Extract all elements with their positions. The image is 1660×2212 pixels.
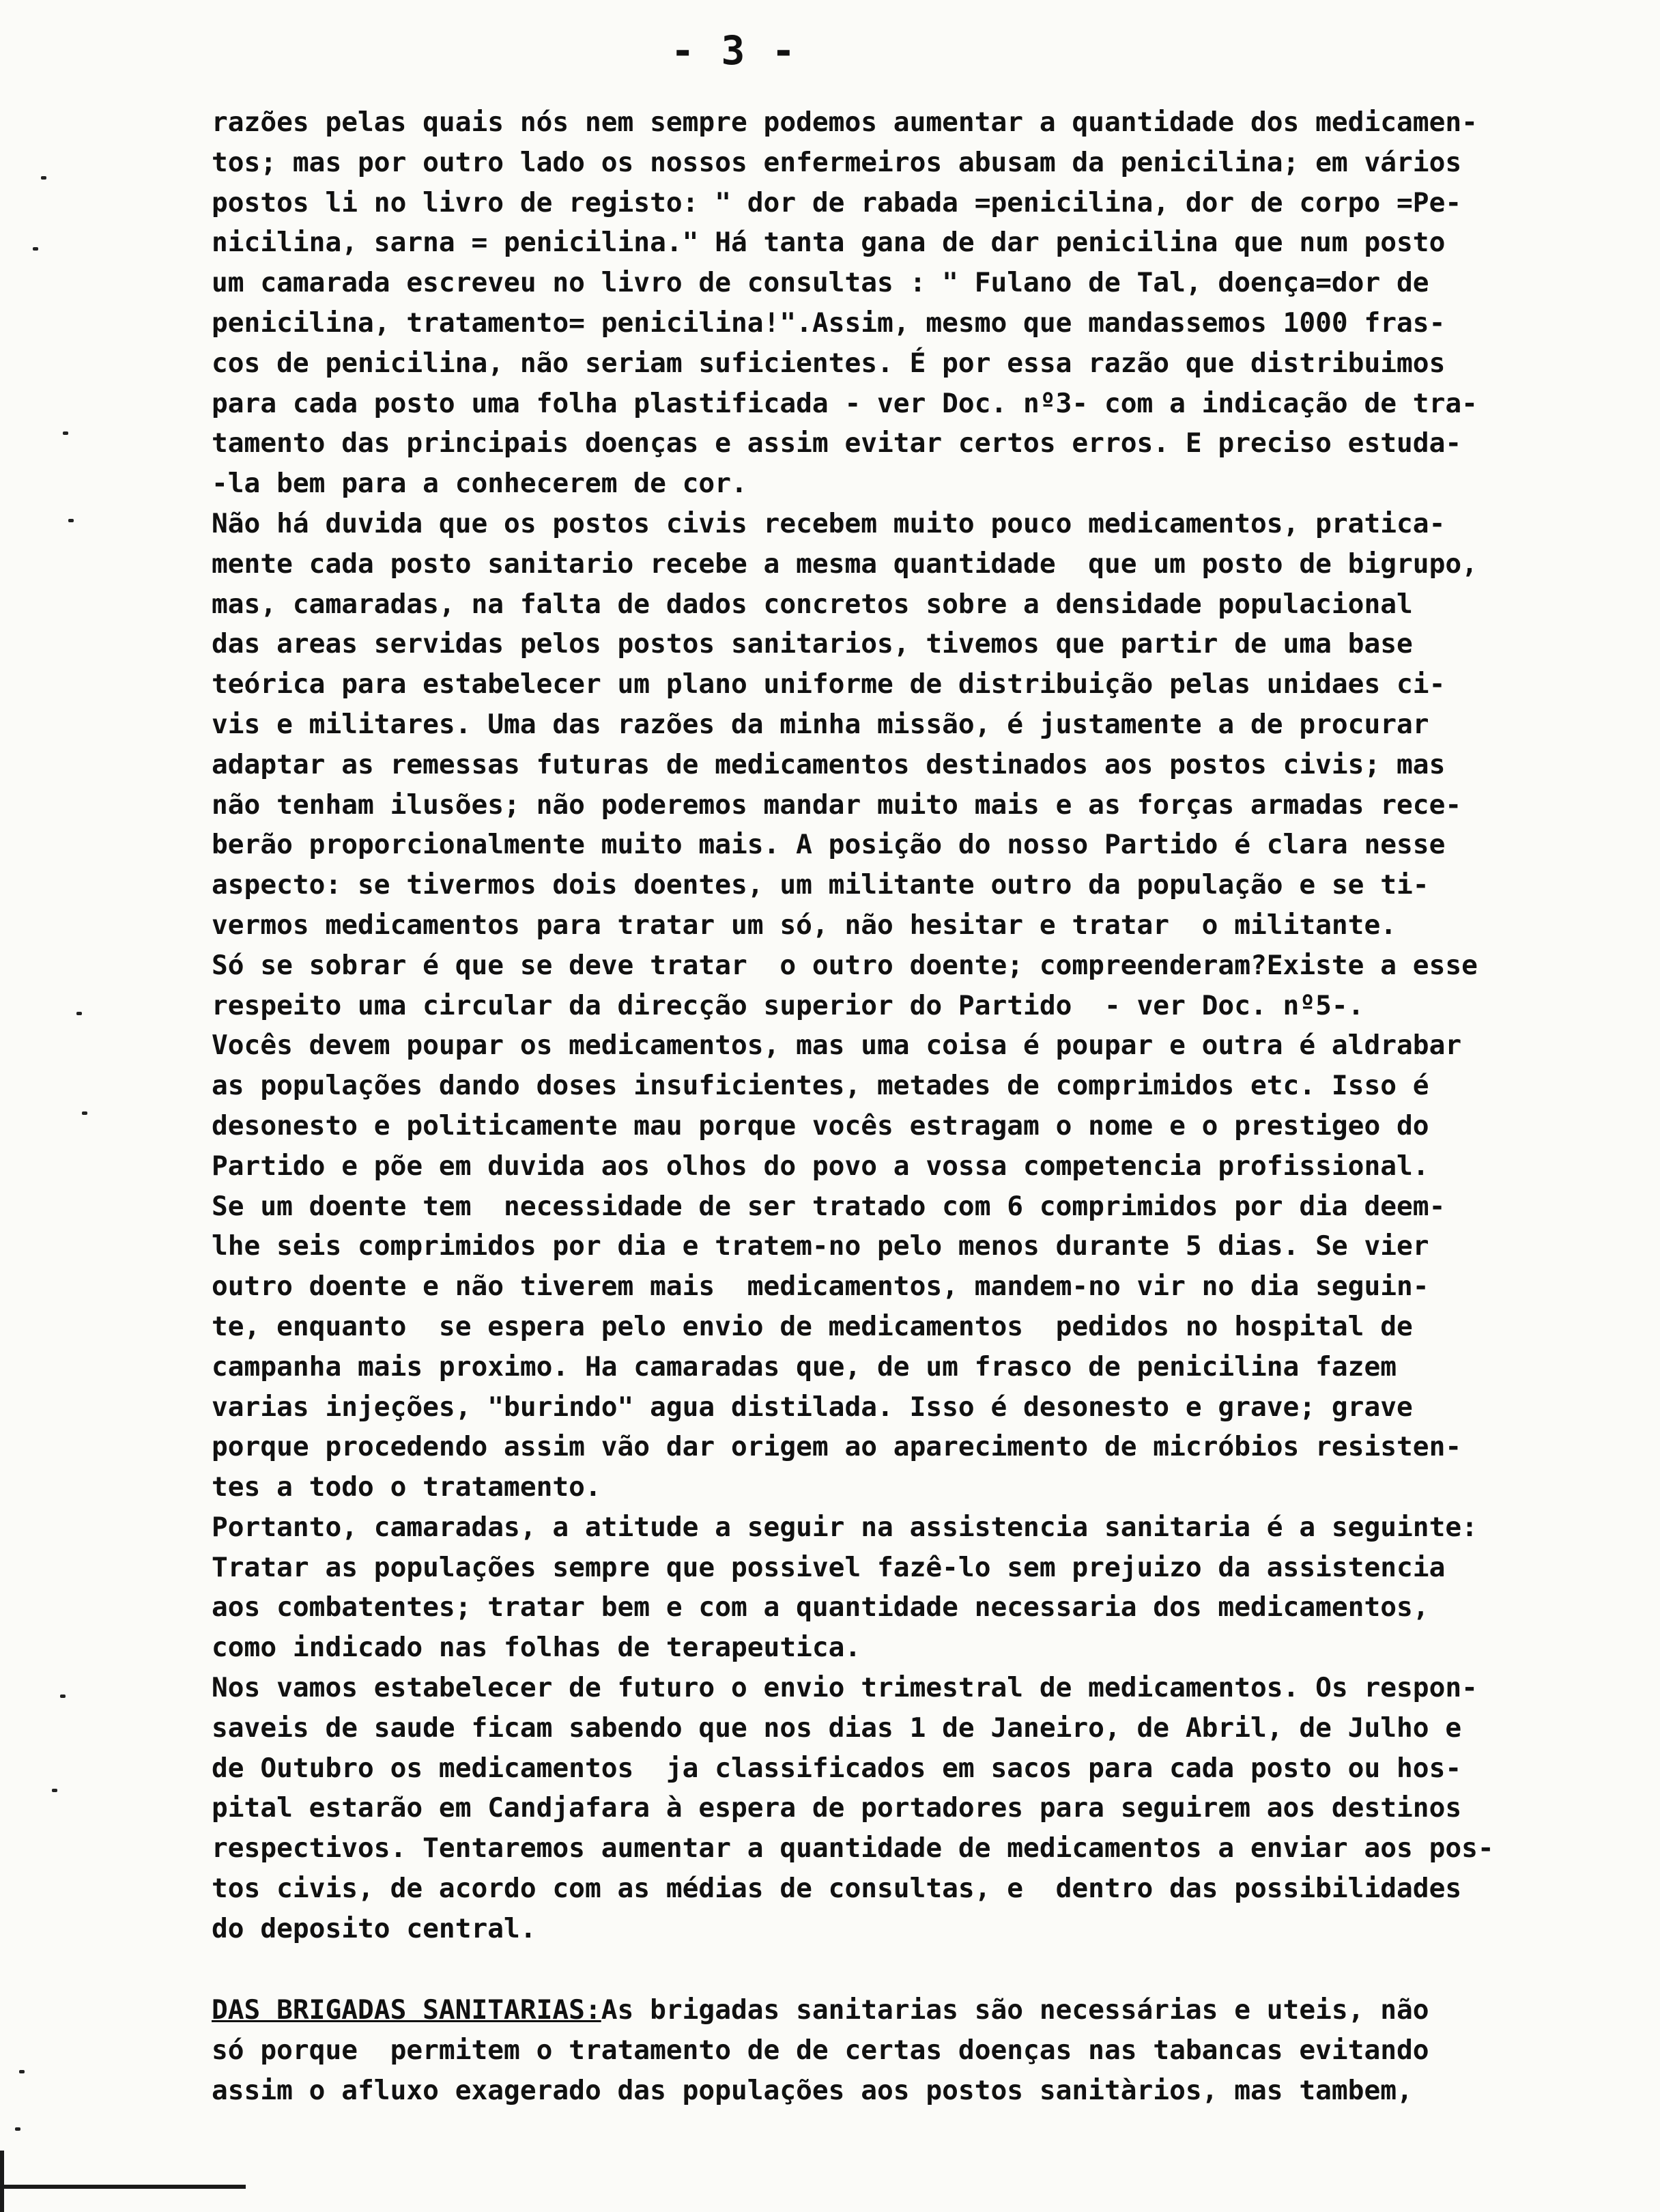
section-first-line — [212, 1990, 1604, 2030]
margin-speck — [19, 2070, 25, 2073]
margin-speck — [68, 519, 74, 522]
paragraph-line: porque procedendo assim vão dar origem ao aparecimento de micróbios resisten- — [212, 1431, 1462, 1463]
paragraph-line: para cada posto uma folha plastificada - ver Doc. nº3- com a indicação de tra- — [212, 387, 1478, 419]
paragraph-line: das areas servidas pelos postos sanitarios, tivemos que partir de uma base — [212, 628, 1413, 660]
margin-speck — [76, 1012, 82, 1015]
paragraph-line: varias injeções, "burindo" agua distilada. Isso é desonesto e grave; grave — [212, 1391, 1413, 1423]
paragraph-line: Nos vamos estabelecer de futuro o envio trimestral de medicamentos. Os respon- — [212, 1672, 1478, 1704]
paragraph-line: berão proporcionalmente muito mais. A posição do nosso Partido é clara nesse — [212, 829, 1446, 861]
paragraph-line: de Outubro os medicamentos ja classificados em sacos para cada posto ou hos- — [212, 1752, 1462, 1784]
section-heading: DAS BRIGADAS SANITARIAS: — [212, 1994, 601, 2026]
paragraph-line: adaptar as remessas futuras de medicamentos destinados aos postos civis; mas — [212, 748, 1446, 780]
paragraph-line: vermos medicamentos para tratar um só, não hesitar e tratar o militante. — [212, 909, 1397, 941]
section-first-line-text: As brigadas sanitarias são necessárias e uteis, não — [601, 1994, 1429, 2026]
paragraph-line: -la bem para a conhecerem de cor. — [212, 468, 747, 500]
section-line: assim o afluxo exagerado das populações aos postos sanitàrios, mas tambem, — [212, 2074, 1413, 2106]
margin-speck — [60, 1695, 66, 1698]
paragraph-line: mas, camaradas, na falta de dados concretos sobre a densidade populacional — [212, 588, 1413, 620]
margin-speck — [63, 431, 68, 435]
paragraph-line: pital estarão em Candjafara à espera de portadores para seguirem aos destinos — [212, 1792, 1462, 1824]
paragraph-line: vis e militares. Uma das razões da minha missão, é justamente a de procurar — [212, 708, 1429, 740]
paragraph-line: saveis de saude ficam sabendo que nos dias 1 de Janeiro, de Abril, de Julho e — [212, 1712, 1462, 1744]
paragraph-line: Não há duvida que os postos civis recebem muito pouco medicamentos, pratica- — [212, 507, 1446, 539]
margin-speck — [52, 1789, 57, 1792]
paragraph-line: razões pelas quais nós nem sempre podemos aumentar a quantidade dos medicamen- — [212, 107, 1478, 138]
paragraph-line: do deposito central. — [212, 1912, 536, 1944]
paragraph-line: Portanto, camaradas, a atitude a seguir na assistencia sanitaria é a seguinte: — [212, 1511, 1478, 1543]
paragraph-line: te, enquanto se espera pelo envio de medicamentos pedidos no hospital de — [212, 1310, 1413, 1342]
paragraph-line: aspecto: se tivermos dois doentes, um militante outro da população e se ti- — [212, 869, 1429, 901]
paragraph-line: campanha mais proximo. Ha camaradas que, de um frasco de penicilina fazem — [212, 1350, 1397, 1382]
paragraph-line: um camarada escreveu no livro de consultas : " Fulano de Tal, doença=dor de — [212, 267, 1429, 299]
scan-edge — [0, 2151, 4, 2212]
paragraph-line: aos combatentes; tratar bem e com a quantidade necessaria dos medicamentos, — [212, 1591, 1429, 1623]
paragraph-line: Se um doente tem necessidade de ser tratado com 6 comprimidos por dia deem- — [212, 1190, 1446, 1222]
margin-speck — [33, 247, 38, 251]
paragraph-line: como indicado nas folhas de terapeutica. — [212, 1632, 861, 1664]
margin-speck — [82, 1111, 87, 1115]
paragraph-line: Só se sobrar é que se deve tratar o outro doente; compreenderam?Existe a esse — [212, 949, 1478, 981]
section-brigadas — [212, 1990, 1604, 2110]
paragraph-line: tamento das principais doenças e assim evitar certos erros. E preciso estuda- — [212, 427, 1462, 459]
paragraph-line: nicilina, sarna = penicilina." Há tanta gana de dar penicilina que num posto — [212, 227, 1446, 259]
paragraph-line: Tratar as populações sempre que possivel fazê-lo sem prejuizo da assistencia — [212, 1551, 1446, 1583]
paragraph-line: penicilina, tratamento= penicilina!".Assim, mesmo que mandassemos 1000 fras- — [212, 307, 1446, 339]
paragraph-line: teórica para estabelecer um plano uniforme de distribuição pelas unidaes ci- — [212, 668, 1446, 700]
margin-speck — [15, 2127, 20, 2131]
paragraph-line: desonesto e politicamente mau porque vocês estragam o nome e o prestigeo do — [212, 1109, 1429, 1142]
paragraph-line: respectivos. Tentaremos aumentar a quantidade de medicamentos a enviar aos pos- — [212, 1832, 1494, 1864]
paragraph-line: tos; mas por outro lado os nossos enfermeiros abusam da penicilina; em vários — [212, 146, 1462, 178]
paragraph-line: mente cada posto sanitario recebe a mesma quantidade que um posto de bigrupo, — [212, 548, 1478, 580]
section-line: só porque permitem o tratamento de de certas doenças nas tabancas evitando — [212, 2034, 1429, 2066]
paragraph-line: tes a todo o tratamento. — [212, 1471, 601, 1503]
paragraph-line: respeito uma circular da direcção superior do Partido - ver Doc. nº5-. — [212, 989, 1364, 1021]
paragraph-line: cos de penicilina, não seriam suficientes. É por essa razão que distribuimos — [212, 347, 1446, 379]
paragraph-line: as populações dando doses insuficientes, metades de comprimidos etc. Isso é — [212, 1070, 1429, 1102]
margin-speck — [41, 176, 46, 180]
scan-edge — [0, 2185, 246, 2189]
main-paragraph — [212, 102, 1604, 1949]
paragraph-line: não tenham ilusões; não poderemos mandar muito mais e as forças armadas rece- — [212, 789, 1462, 821]
paragraph-line: postos li no livro de registo: " dor de rabada =penicilina, dor de corpo =Pe- — [212, 186, 1462, 218]
paragraph-line: Partido e põe em duvida aos olhos do povo a vossa competencia profissional. — [212, 1150, 1429, 1182]
page-number: - 3 - — [670, 27, 797, 74]
paragraph-line: outro doente e não tiverem mais medicamentos, mandem-no vir no dia seguin- — [212, 1271, 1429, 1303]
paragraph-line: lhe seis comprimidos por dia e tratem-no pelo menos durante 5 dias. Se vier — [212, 1230, 1429, 1262]
paragraph-line: tos civis, de acordo com as médias de consultas, e dentro das possibilidades — [212, 1873, 1462, 1905]
paragraph-line: Vocês devem poupar os medicamentos, mas uma coisa é poupar e outra é aldrabar — [212, 1030, 1462, 1062]
